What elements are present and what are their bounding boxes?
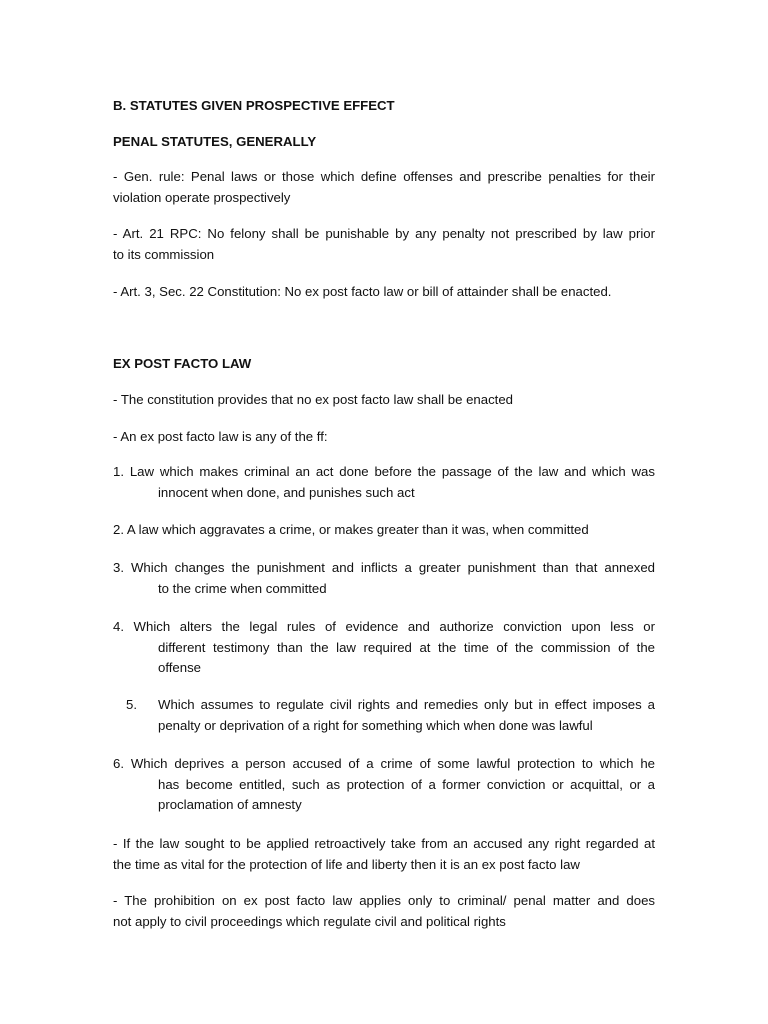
list-item-continuation: penalty or deprivation of a right for something which when done was lawful bbox=[158, 717, 593, 733]
paragraph-line: to its commission bbox=[113, 246, 215, 262]
list-item-first-line: 2. A law which aggravates a crime, or makes greater than it was, when committed bbox=[113, 522, 589, 537]
paragraph-line: violation operate prospectively bbox=[113, 189, 291, 205]
paragraph-art-21 bbox=[113, 224, 655, 265]
paragraph-general-rule bbox=[113, 167, 655, 208]
list-item-first-line: 6. Which deprives a person accused of a crime of some lawful protection to which he bbox=[113, 756, 655, 771]
paragraph-line: - If the law sought to be applied retroactively take from an accused any right regarded at bbox=[113, 836, 655, 851]
paragraph-line: - Gen. rule: Penal laws or those which define offenses and prescribe penalties for their bbox=[113, 169, 655, 184]
list-item-first-line: 3. Which changes the punishment and inflicts a greater punishment than that annexed bbox=[113, 560, 655, 575]
list-item-3 bbox=[113, 558, 655, 599]
paragraph-line: - The prohibition on ex post facto law applies only to criminal/ penal matter and does bbox=[113, 893, 655, 908]
list-item-continuation: different testimony than the law required at the time of the commission of the bbox=[158, 639, 655, 655]
paragraph-line: not apply to civil proceedings which regulate civil and political rights bbox=[113, 913, 506, 929]
section-heading-penal-statutes: PENAL STATUTES, GENERALLY bbox=[113, 134, 317, 149]
bullet-definition: - An ex post facto law is any of the ff: bbox=[113, 429, 328, 444]
paragraph-line: the time as vital for the protection of life and liberty then it is an ex post facto law bbox=[113, 856, 580, 872]
list-item-1 bbox=[113, 462, 655, 503]
document-page bbox=[113, 0, 655, 1024]
bullet-constitution: - The constitution provides that no ex post facto law shall be enacted bbox=[113, 392, 514, 407]
list-item-continuation: proclamation of amnesty bbox=[158, 797, 302, 812]
section-heading-ex-post-facto: EX POST FACTO LAW bbox=[113, 356, 252, 371]
paragraph-retroactive bbox=[113, 834, 655, 875]
list-item-2 bbox=[113, 520, 655, 541]
list-item-6 bbox=[113, 754, 655, 816]
list-item-number: 5. bbox=[126, 697, 137, 712]
list-item-continuation: offense bbox=[158, 660, 202, 675]
list-item-continuation: has become entitled, such as protection of a former conviction or acquittal, or a bbox=[158, 776, 655, 792]
list-item-continuation: to the crime when committed bbox=[158, 580, 327, 596]
list-item-first-line: 4. Which alters the legal rules of evidence and authorize conviction upon less or bbox=[113, 619, 655, 634]
paragraph-prohibition bbox=[113, 891, 655, 932]
section-heading-b: B. STATUTES GIVEN PROSPECTIVE EFFECT bbox=[113, 98, 395, 113]
list-item-4 bbox=[113, 617, 655, 679]
list-item-5 bbox=[113, 695, 655, 736]
list-item-first-line: Which assumes to regulate civil rights and remedies only but in effect imposes a bbox=[158, 697, 655, 712]
paragraph-art-3: - Art. 3, Sec. 22 Constitution: No ex post facto law or bill of attainder shall be enacted. bbox=[113, 284, 612, 299]
list-item-first-line: 1. Law which makes criminal an act done before the passage of the law and which was bbox=[113, 464, 655, 479]
list-item-continuation: innocent when done, and punishes such act bbox=[158, 484, 415, 500]
paragraph-line: - Art. 21 RPC: No felony shall be punishable by any penalty not prescribed by law prior bbox=[113, 226, 655, 241]
